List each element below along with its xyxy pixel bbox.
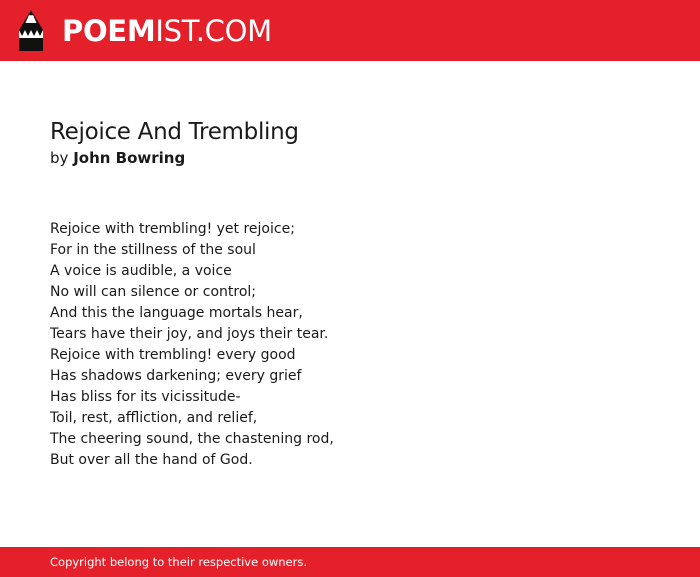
logo-text-bold: POEM (62, 14, 156, 48)
site-logo[interactable] (62, 13, 272, 49)
poem-line: For in the stillness of the soul (50, 242, 256, 258)
poem-line: The cheering sound, the chastening rod, (50, 431, 334, 447)
poem-line: A voice is audible, a voice (50, 263, 232, 279)
copyright-text: Copyright belong to their respective owners. (50, 555, 308, 569)
poem-line: Tears have their joy, and joys their tear. (50, 326, 329, 342)
poem-line: Has shadows darkening; every grief (50, 368, 302, 384)
logo-text-light: IST.COM (155, 14, 272, 48)
poem-author: John Bowring (73, 149, 186, 167)
poem-line: But over all the hand of God. (50, 452, 253, 468)
site-header (0, 0, 700, 61)
poem-byline (50, 148, 185, 168)
poem-line: No will can silence or control; (50, 284, 256, 300)
pencil-icon[interactable] (19, 10, 43, 51)
poem-body (50, 219, 334, 471)
site-footer (0, 547, 700, 577)
poem-line: Toil, rest, affliction, and relief, (50, 410, 258, 426)
poem-title: Rejoice And Trembling (50, 119, 299, 145)
poem-line: And this the language mortals hear, (50, 305, 303, 321)
poem-line: Has bliss for its vicissitude- (50, 389, 241, 405)
poem-line: Rejoice with trembling! every good (50, 347, 296, 363)
poem-line: Rejoice with trembling! yet rejoice; (50, 221, 295, 237)
by-label: by (50, 149, 69, 167)
